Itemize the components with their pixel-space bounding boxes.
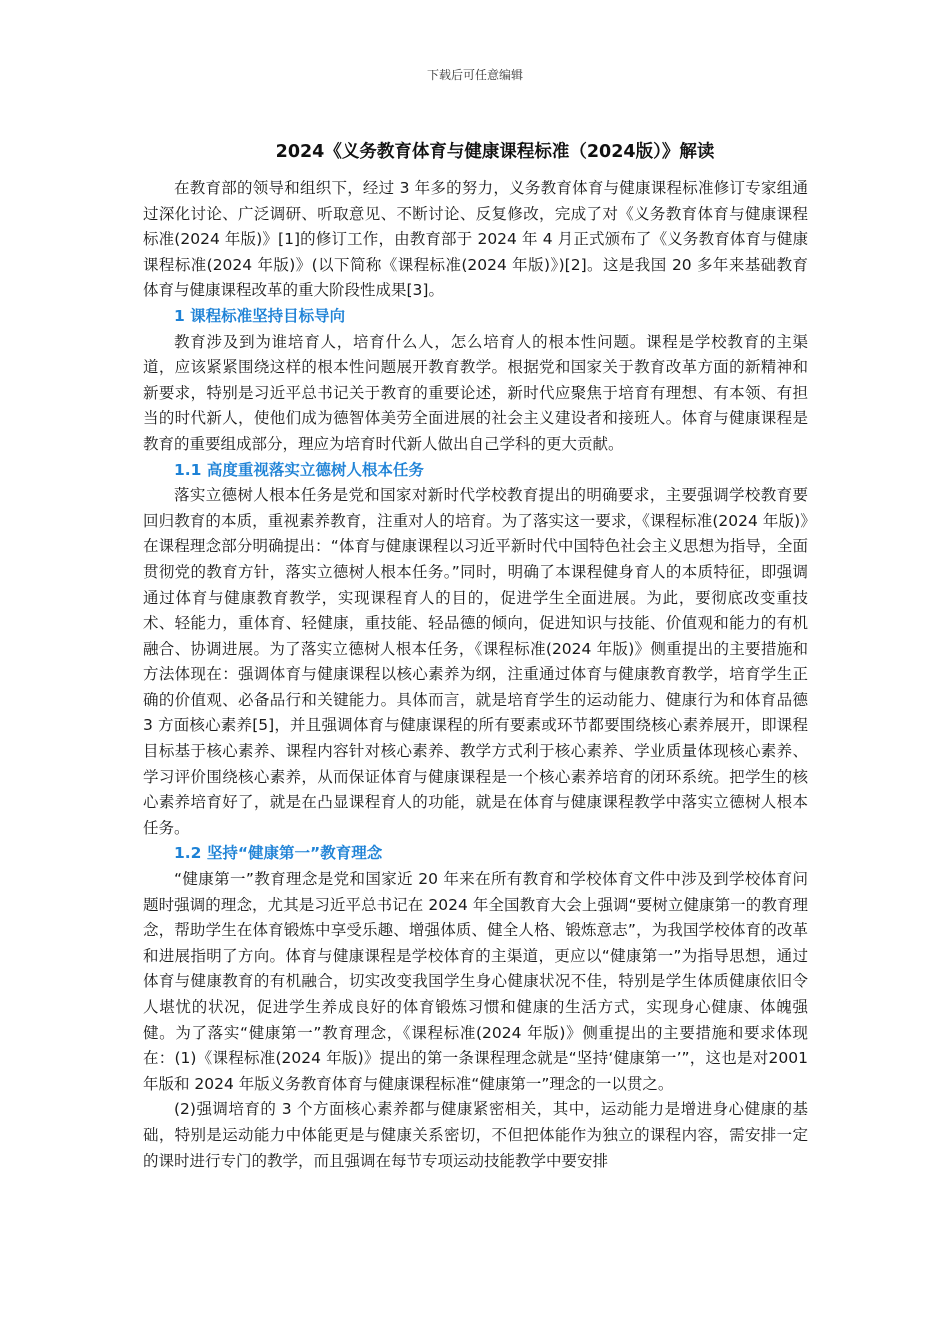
document-title: 2024《义务教育体育与健康课程标准（2024版）》解读	[275, 142, 715, 162]
section-1-1-paragraph: 落实立德树人根本任务是党和国家对新时代学校教育提出的明确要求，主要强调学校教育要回归教育的本质，重视素养教育，注重对人的培育。为了落实这一要求，《课程标准(2024 年版)》在课程理念部分明确提出：“体育与健康课程以习近平新时代中国特色社会主义思想为指导，全面贯彻党的教育方针，落实立德树人根本任务。”同时，明确了本课程健身育人的本质特征，即强调通过体育与健康教育教学，实现课程育人的目的，促进学生全面进展。为此，要彻底改变重技术、轻能力，重体育、轻健康，重技能、轻品德的倾向，促进知识与技能、价值观和能力的有机融合、协调进展。为了落实立德树人根本任务，《课程标准(2024 年版)》侧重提出的主要措施和方法体现在：强调体育与健康课程以核心素养为纲，注重通过体育与健康教育教学，培育学生正确的价值观、必备品行和关键能力。具体而言，就是培育学生的运动能力、健康行为和体育品德 3 方面核心素养[5]，并且强调体育与健康课程的所有要素或环节都要围绕核心素养展开，即课程目标基于核心素养、课程内容针对核心素养、教学方式利于核心素养、学业质量体现核心素养、学习评价围绕核心素养，从而保证体育与健康课程是一个核心素养培育的闭环系统。把学生的核心素养培育好了，就是在凸显课程育人的功能，就是在体育与健康课程教学中落实立德树人根本任务。	[143, 486, 808, 837]
section-1-paragraph: 教育涉及到为谁培育人，培育什么人，怎么培育人的根本性问题。课程是学校教育的主渠道，应该紧紧围绕这样的根本性问题展开教育教学。根据党和国家关于教育改革方面的新精神和新要求，特别是习近平总书记关于教育的重要论述，新时代应聚焦于培育有理想、有本领、有担当的时代新人，使他们成为德智体美劳全面进展的社会主义建设者和接班人。体育与健康课程是教育的重要组成部分，理应为培育时代新人做出自己学科的更大贡献。	[143, 332, 808, 453]
section-heading-1-2: 1.2 坚持“健康第一”教育理念	[174, 844, 383, 863]
header-note: 下载后可任意编辑	[426, 68, 523, 82]
section-1-2-paragraph-2: (2)强调培育的 3 个方面核心素养都与健康紧密相关，其中，运动能力是增进身心健康的基础，特别是运动能力中体能更是与健康关系密切，不但把体能作为独立的课程内容，需安排一定的课时进行专门的教学，而且强调在每节专项运动技能教学中要安排	[143, 1100, 808, 1170]
section-heading-1-1: 1.1 高度重视落实立德树人根本任务	[174, 460, 424, 479]
section-heading-1: 1 课程标准坚持目标导向	[174, 306, 346, 325]
document-body	[143, 176, 808, 1174]
intro-paragraph: 在教育部的领导和组织下，经过 3 年多的努力，义务教育体育与健康课程标准修订专家组通过深化讨论、广泛调研、听取意见、不断讨论、反复修改，完成了对《义务教育体育与健康课程标准(2024 年版)》[1]的修订工作，由教育部于 2024 年 4 月正式颁布了《义务教育体育与健康课程标准(2024 年版)》(以下简称《课程标准(2024 年版)》)[2]。这是我国 20 多年来基础教育 体育与健康课程改革的重大阶段性成果[3]。	[143, 179, 808, 300]
section-1-2-paragraph: “健康第一”教育理念是党和国家近 20 年来在所有教育和学校体育文件中涉及到学校体育问题时强调的理念，尤其是习近平总书记在 2024 年全国教育大会上强调“要树立健康第一的教育理念，帮助学生在体育锻炼中享受乐趣、增强体质、健全人格、锻炼意志”，为我国学校体育的改革和进展指明了方向。体育与健康课程是学校体育的主渠道，更应以“健康第一”为指导思想，通过体育与健康教育的有机融合，切实改变我国学生身心健康状况不佳，特别是学生体质健康依旧令人堪忧的状况，促进学生养成良好的体育锻炼习惯和健康的生活方式，实现身心健康、体魄强健。为了落实“健康第一”教育理念，《课程标准(2024 年版)》侧重提出的主要措施和要求体现在：(1)《课程标准(2024 年版)》提出的第一条课程理念就是“坚持‘健康第一’”，这也是对2001 年版和 2024 年版义务教育体育与健康课程标准“健康第一”理念的一以贯之。	[143, 870, 808, 1093]
